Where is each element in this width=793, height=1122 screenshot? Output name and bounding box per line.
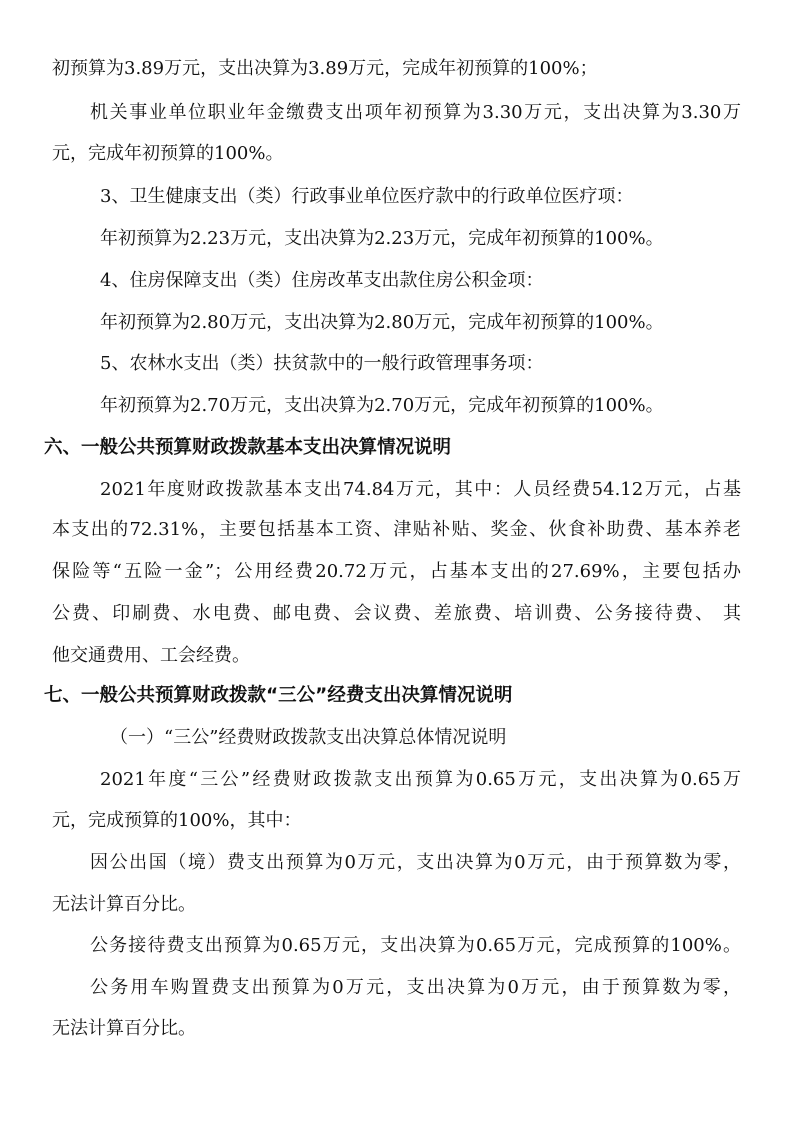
list-item-heading: 4、住房保障支出（类）住房改革支出款住房公积金项：: [100, 270, 544, 291]
list-item-heading: 3、卫生健康支出（类）行政事业单位医疗款中的行政单位医疗项：: [100, 186, 634, 207]
paragraph-line: 初预算为3.89万元，支出决算为3.89万元，完成年初预算的100%；: [52, 58, 598, 79]
paragraph-line: 公务接待费支出预算为0.65万元，支出决算为0.65万元，完成预算的100%。: [90, 935, 741, 956]
paragraph-line: 年初预算为2.23万元，支出决算为2.23万元，完成年初预算的100%。: [100, 228, 664, 249]
paragraph-line: 元，完成预算的100%，其中：: [52, 810, 302, 831]
paragraph-line: 年初预算为2.70万元，支出决算为2.70万元，完成年初预算的100%。: [100, 395, 664, 416]
paragraph-line: 保险等“五险一金”；公用经费20.72万元，占基本支出的27.69%，主要包括办: [52, 561, 741, 582]
paragraph-line: 机关事业单位职业年金缴费支出项年初预算为3.30万元，支出决算为3.30万: [90, 102, 741, 123]
paragraph-line: 无法计算百分比。: [52, 894, 196, 915]
paragraph-line: 他交通费用、工会经费。: [52, 645, 250, 666]
list-item-heading: 5、农林水支出（类）扶贫款中的一般行政管理事务项：: [100, 353, 544, 374]
paragraph-line: 无法计算百分比。: [52, 1018, 196, 1039]
paragraph-line: 因公出国（境）费支出预算为0万元，支出决算为0万元，由于预算数为零，: [90, 852, 741, 873]
paragraph-line: 年初预算为2.80万元，支出决算为2.80万元，完成年初预算的100%。: [100, 312, 664, 333]
section-heading: 六、一般公共预算财政拨款基本支出决算情况说明: [44, 437, 452, 458]
paragraph-line: 公费、印刷费、水电费、邮电费、会议费、差旅费、培训费、公务接待费、 其: [52, 603, 741, 624]
paragraph-line: 公务用车购置费支出预算为0万元，支出决算为0万元，由于预算数为零，: [90, 977, 741, 998]
paragraph-line: 2021年度财政拨款基本支出74.84万元，其中：人员经费54.12万元，占基: [100, 479, 741, 500]
section-heading: 七、一般公共预算财政拨款“三公”经费支出决算情况说明: [44, 685, 513, 706]
paragraph-line: 2021年度“三公”经费财政拨款支出预算为0.65万元，支出决算为0.65万: [100, 769, 741, 790]
subsection-heading: （一）“三公”经费财政拨款支出决算总体情况说明: [110, 727, 507, 748]
paragraph-line: 元，完成年初预算的100%。: [52, 143, 284, 164]
paragraph-line: 本支出的72.31%，主要包括基本工资、津贴补贴、奖金、伙食补助费、基本养老: [52, 519, 741, 540]
